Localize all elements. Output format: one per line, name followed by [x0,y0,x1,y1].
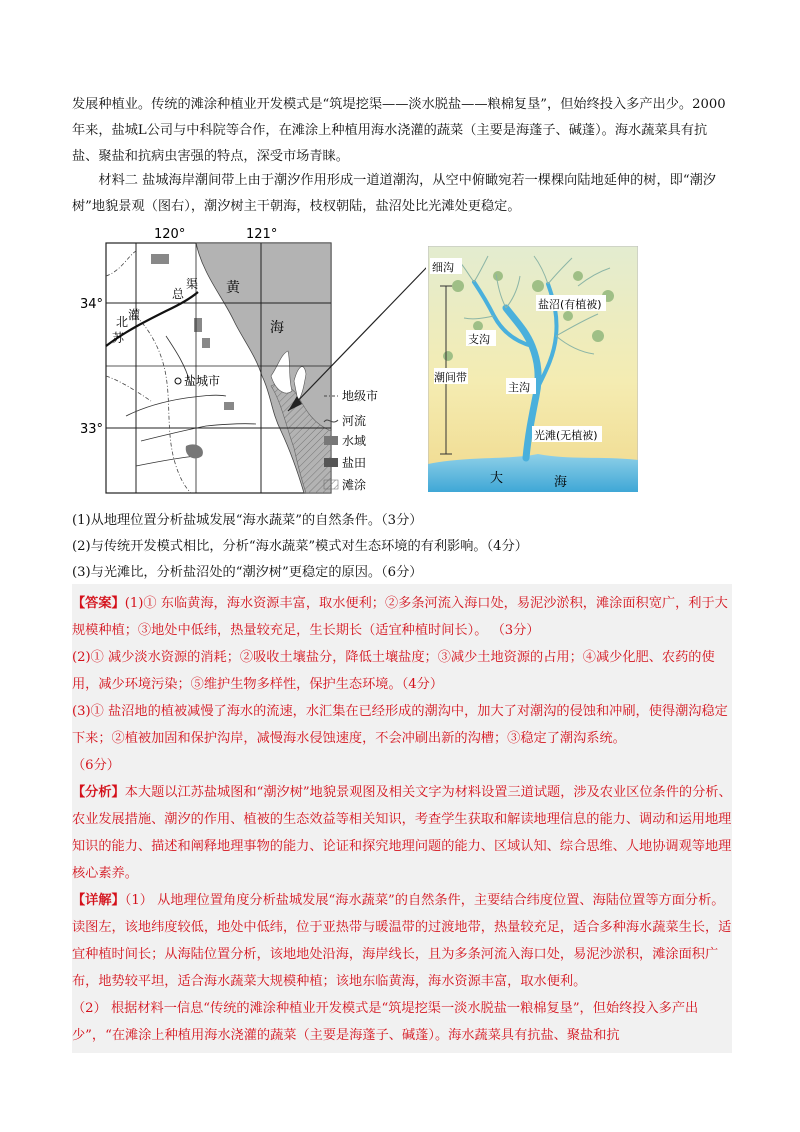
place-qu: 渠 [186,277,199,291]
place-su: 苏 [112,331,125,345]
label-xigou: 细沟 [432,261,454,274]
salt-field-2 [194,318,202,332]
detail-tag: 【详解】 [72,893,125,908]
place-hai: 海 [270,320,284,336]
yancheng-city-marker [175,378,181,384]
legend-tidalflat: 滩涂 [342,478,367,492]
salt-field-4 [224,402,234,410]
question-1: (1)从地理位置分析盐城发展“海水蔬菜”的自然条件。（3分） [72,513,423,528]
answer-tag: 【答案】 [72,596,125,611]
material-two-text: 材料二 盐城海岸潮间带上由于潮汐作用形成一道道潮沟，从空中俯瞰宛若一棵棵向陆地延伸的树，即“潮汐树”地貌景观（图右），潮汐树主干朝海，枝杈朝陆，盐沼处比光滩处更稳定。 [72,173,716,214]
yancheng-label: 盐城市 [184,374,221,388]
salt-field-3 [202,338,210,348]
detail-paragraph-2: （2） 根据材料一信息“传统的滩涂种植业开发模式是“筑堤挖渠一淡水脱盐一粮棉复垦”，但始终投入多产出少”，“在滩涂上种植用海水浇灌的蔬菜（主要是海蓬子、碱蓬）。海水蔬菜具有抗盐、聚盐和抗 [72,1001,699,1043]
label-guangtan: 光滩(无植被) [534,429,598,442]
detail-text-1: （1） 从地理位置角度分析盐城发展“海水蔬菜”的自然条件，主要结合纬度位置、海陆位置等方面分析。读图左，该地纬度较低，地处中低纬，位于亚热带与暖温带的过渡地带，热量较充足，适合多种海水蔬菜生长，适宜种植时间长；从海陆位置分析，该地地处沿海，海岸线长，且为多条河流入海口处，易泥沙淤积，滩涂面积广布，地势较平坦，适合海水蔬菜大规模种植；该地东临黄海，海水资源丰富，取水便利。 [72,893,732,989]
question-3: (3)与光滩比，分析盐沼处的“潮汐树”更稳定的原因。（6分） [72,565,423,580]
answer-2: (2)① 减少淡水资源的消耗；②吸收土壤盐分，降低土壤盐度；③减少土地资源的占用；④减少化肥、农药的使用，减少环境污染；⑤维护生物多样性，保护生态环境。（4分） [72,650,715,692]
lon-120-label: 120° [154,227,186,242]
label-zhugou: 主沟 [508,381,530,394]
place-guan: 灌 [128,308,141,322]
analysis-tag: 【分析】 [72,785,125,800]
place-bei: 北 [116,315,129,329]
lat-34-label: 34° [80,297,104,312]
material-two-paragraph [72,168,732,220]
label-hai: 海 [554,475,568,490]
answer-1-text: (1)① 东临黄海，海水资源丰富，取水便利；②多条河流入海口处，易泥沙淤积，滩涂面积宽广，利于大规模种植；③地处中低纬，热量较充足，生长期长（适宜种植时间长）。 （3分） [72,596,728,638]
salt-field-1 [151,254,169,264]
place-zong: 总 [172,287,185,301]
label-chaojiandai: 潮间带 [434,371,467,384]
place-huang: 黄 [226,280,240,296]
answer-1 [72,590,732,644]
map-legend [324,388,378,492]
lon-121-label: 121° [246,227,278,242]
legend-river: 河流 [342,414,367,428]
lat-33-label: 33° [80,422,104,437]
answer-block [72,584,732,1053]
analysis-paragraph [72,779,732,887]
legend-water: 水域 [342,434,367,448]
detail-paragraph-1 [72,887,732,995]
label-da: 大 [490,471,504,486]
answer-3: (3)① 盐沼地的植被减慢了海水的流速，水汇集在已经形成的潮沟中，加大了对潮沟的侵蚀和冲刷，使得潮沟稳定下来；②植被加固和保护沟岸，减慢海水侵蚀速度，不会冲刷出新的沟槽；③稳定了潮沟系统。 [72,704,728,746]
analysis-text: 本大题以江苏盐城图和“潮汐树”地貌景观图及相关文字为材料设置三道试题，涉及农业区位条件的分析、农业发展措施、潮汐的作用、植被的生态效益等相关知识，考查学生获取和解读地理信息的能力、调动和运用地理知识的能力、描述和阐释地理事物的能力、论证和探究地理问题的能力、区域认知、综合思维、人地协调观等地理核心素养。 [72,785,732,881]
answer-3-score: （6分） [72,758,120,773]
label-yanzhao: 盐沼(有植被) [538,298,602,311]
tidal-tree-figure [428,246,638,492]
legend-saltfield: 盐田 [342,456,367,470]
legend-city: 地级市 [342,389,379,403]
material-one-text: 发展种植业。传统的滩涂种植业开发模式是“筑堤挖渠——淡水脱盐——粮棉复垦”，但始终投入多产出少。2000年来，盐城L公司与中科院等合作，在滩涂上种植用海水浇灌的蔬菜（主要是海蓬子、碱蓬）。海水蔬菜具有抗盐、聚盐和抗病虫害强的特点，深受市场青睐。 [72,97,726,164]
label-zhigou: 支沟 [468,333,490,346]
question-2: (2)与传统开发模式相比，分析“海水蔬菜”模式对生态环境的有利影响。（4分） [72,539,528,554]
material-one-paragraph [72,92,732,170]
yancheng-map-figure [66,226,426,516]
